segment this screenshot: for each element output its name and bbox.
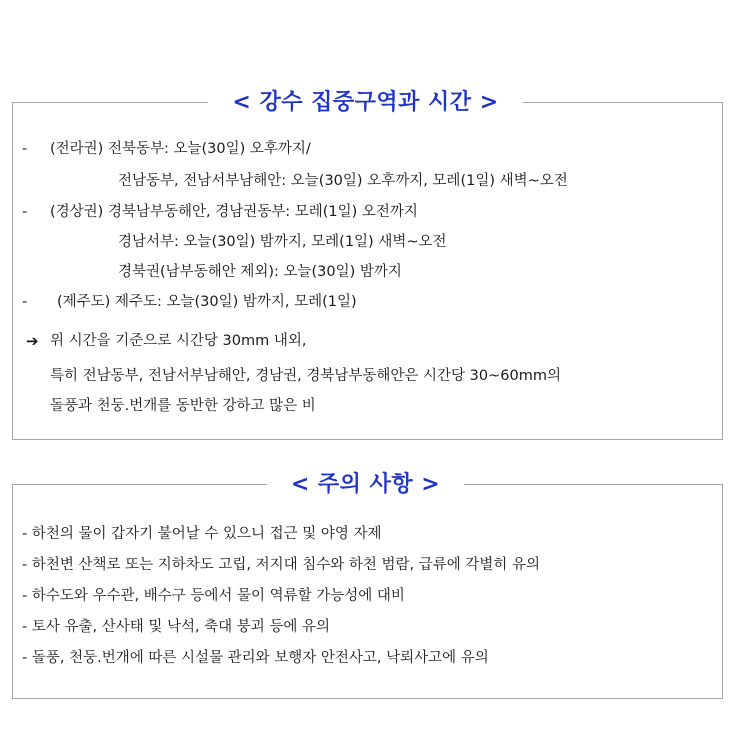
rain-note-line: 특히 전남동부, 전남서부남해안, 경남권, 경북남부동해안은 시간당 30~60mm의 bbox=[50, 368, 561, 384]
rain-section-title: < 강수 집중구역과 시간 > bbox=[0, 86, 731, 120]
rain-note-line: 돌풍과 천둥.번개를 동반한 강하고 많은 비 bbox=[50, 398, 316, 414]
rain-item-line: (제주도) 제주도: 오늘(30일) 밤까지, 모레(1일) bbox=[57, 294, 357, 310]
rain-item-dash: - bbox=[22, 141, 28, 157]
rain-note-line: 위 시간을 기준으로 시간당 30mm 내외, bbox=[50, 333, 307, 349]
caution-section-title: < 주의 사항 > bbox=[0, 468, 731, 502]
rain-item-dash: - bbox=[22, 204, 28, 220]
rain-item-dash: - bbox=[22, 294, 28, 310]
rain-item-line: (경상권) 경북남부동해안, 경남권동부: 모레(1일) 오전까지 bbox=[50, 204, 418, 220]
rain-item-line: 경북권(남부동해안 제외): 오늘(30일) 밤까지 bbox=[118, 264, 402, 280]
caution-item: - 돌풍, 천둥.번개에 따른 시설물 관리와 보행자 안전사고, 낙뢰사고에 유의 bbox=[22, 650, 489, 666]
caution-item: - 하천변 산책로 또는 지하차도 고립, 저지대 침수와 하천 범람, 급류에 각별히 유의 bbox=[22, 557, 540, 573]
caution-item: - 하수도와 우수관, 배수구 등에서 물이 역류할 가능성에 대비 bbox=[22, 588, 405, 604]
arrow-right-icon: ➔ bbox=[26, 332, 39, 350]
rain-item-line: 경남서부: 오늘(30일) 밤까지, 모레(1일) 새벽~오전 bbox=[118, 234, 447, 250]
rain-item-line: 전남동부, 전남서부남해안: 오늘(30일) 오후까지, 모레(1일) 새벽~오전 bbox=[118, 173, 568, 189]
rain-item-line: (전라권) 전북동부: 오늘(30일) 오후까지/ bbox=[50, 141, 311, 157]
caution-item: - 토사 유출, 산사태 및 낙석, 축대 붕괴 등에 유의 bbox=[22, 619, 331, 635]
caution-item: - 하천의 물이 갑자기 불어날 수 있으니 접근 및 야영 자제 bbox=[22, 526, 382, 542]
